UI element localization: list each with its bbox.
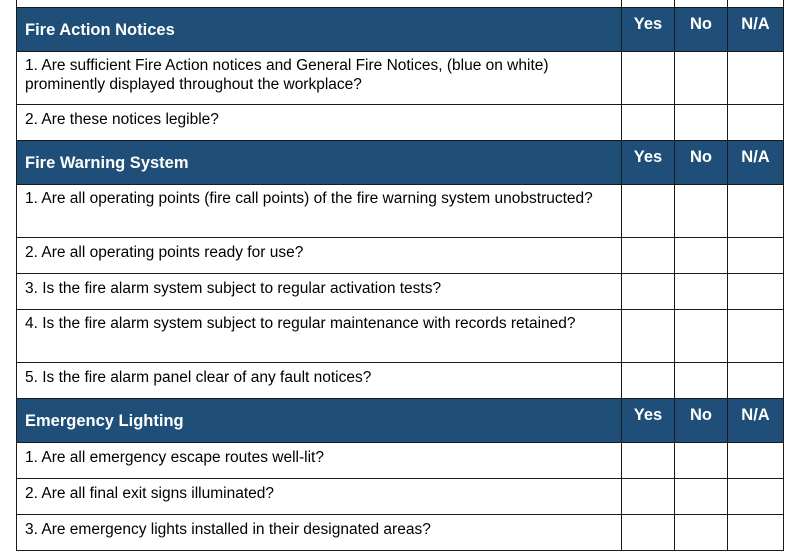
option-yes: Yes (622, 8, 675, 52)
no-cell[interactable] (675, 185, 728, 238)
question-row (17, 105, 784, 141)
na-cell[interactable] (728, 479, 784, 515)
question-text: 2. Are these notices legible? (17, 105, 622, 141)
no-cell[interactable] (675, 52, 728, 105)
question-text: 2. Are all final exit signs illuminated? (17, 479, 622, 515)
question-text: 3. Are emergency lights installed in their designated areas? (17, 515, 622, 551)
question-text: 4. Is the fire alarm system subject to regular maintenance with records retained? (17, 310, 622, 363)
yes-cell[interactable] (622, 479, 675, 515)
option-na: N/A (728, 141, 784, 185)
question-row (17, 52, 784, 105)
question-text: 1. Are all operating points (fire call points) of the fire warning system unobstructed? (17, 185, 622, 238)
option-no: No (675, 141, 728, 185)
checklist-container (16, 0, 784, 551)
question-row (17, 310, 784, 363)
question-row (17, 185, 784, 238)
no-cell[interactable] (675, 443, 728, 479)
section-header-fire-warning-system (17, 141, 784, 185)
na-cell[interactable] (728, 363, 784, 399)
question-row (17, 479, 784, 515)
section-title: Emergency Lighting (17, 399, 622, 443)
yes-cell[interactable] (622, 105, 675, 141)
question-row (17, 274, 784, 310)
option-yes: Yes (622, 399, 675, 443)
question-text: 2. Are all operating points ready for use? (17, 238, 622, 274)
question-text: 5. Is the fire alarm panel clear of any fault notices? (17, 363, 622, 399)
yes-cell[interactable] (622, 52, 675, 105)
no-cell[interactable] (675, 105, 728, 141)
option-yes: Yes (622, 141, 675, 185)
no-cell[interactable] (675, 238, 728, 274)
option-na: N/A (728, 399, 784, 443)
na-cell[interactable] (728, 310, 784, 363)
na-cell[interactable] (728, 185, 784, 238)
na-cell[interactable] (728, 52, 784, 105)
yes-cell[interactable] (622, 310, 675, 363)
section-header-fire-action-notices (17, 8, 784, 52)
question-text: 3. Is the fire alarm system subject to regular activation tests? (17, 274, 622, 310)
yes-cell[interactable] (622, 443, 675, 479)
option-no: No (675, 8, 728, 52)
option-no: No (675, 399, 728, 443)
no-cell[interactable] (675, 515, 728, 551)
yes-cell[interactable] (622, 274, 675, 310)
yes-cell[interactable] (622, 363, 675, 399)
question-row (17, 363, 784, 399)
question-row (17, 443, 784, 479)
section-title: Fire Action Notices (17, 8, 622, 52)
option-na: N/A (728, 8, 784, 52)
no-cell[interactable] (675, 310, 728, 363)
cut-off-row (17, 0, 784, 8)
yes-cell[interactable] (622, 515, 675, 551)
question-text: 1. Are all emergency escape routes well-lit? (17, 443, 622, 479)
fire-safety-checklist (16, 0, 784, 551)
question-text: 1. Are sufficient Fire Action notices and General Fire Notices, (blue on white) prominently displayed throughout the workplace? (17, 52, 622, 105)
yes-cell[interactable] (622, 185, 675, 238)
section-header-emergency-lighting (17, 399, 784, 443)
question-row (17, 515, 784, 551)
na-cell[interactable] (728, 238, 784, 274)
na-cell[interactable] (728, 443, 784, 479)
section-title: Fire Warning System (17, 141, 622, 185)
question-row (17, 238, 784, 274)
na-cell[interactable] (728, 105, 784, 141)
na-cell[interactable] (728, 274, 784, 310)
no-cell[interactable] (675, 363, 728, 399)
no-cell[interactable] (675, 274, 728, 310)
yes-cell[interactable] (622, 238, 675, 274)
no-cell[interactable] (675, 479, 728, 515)
na-cell[interactable] (728, 515, 784, 551)
